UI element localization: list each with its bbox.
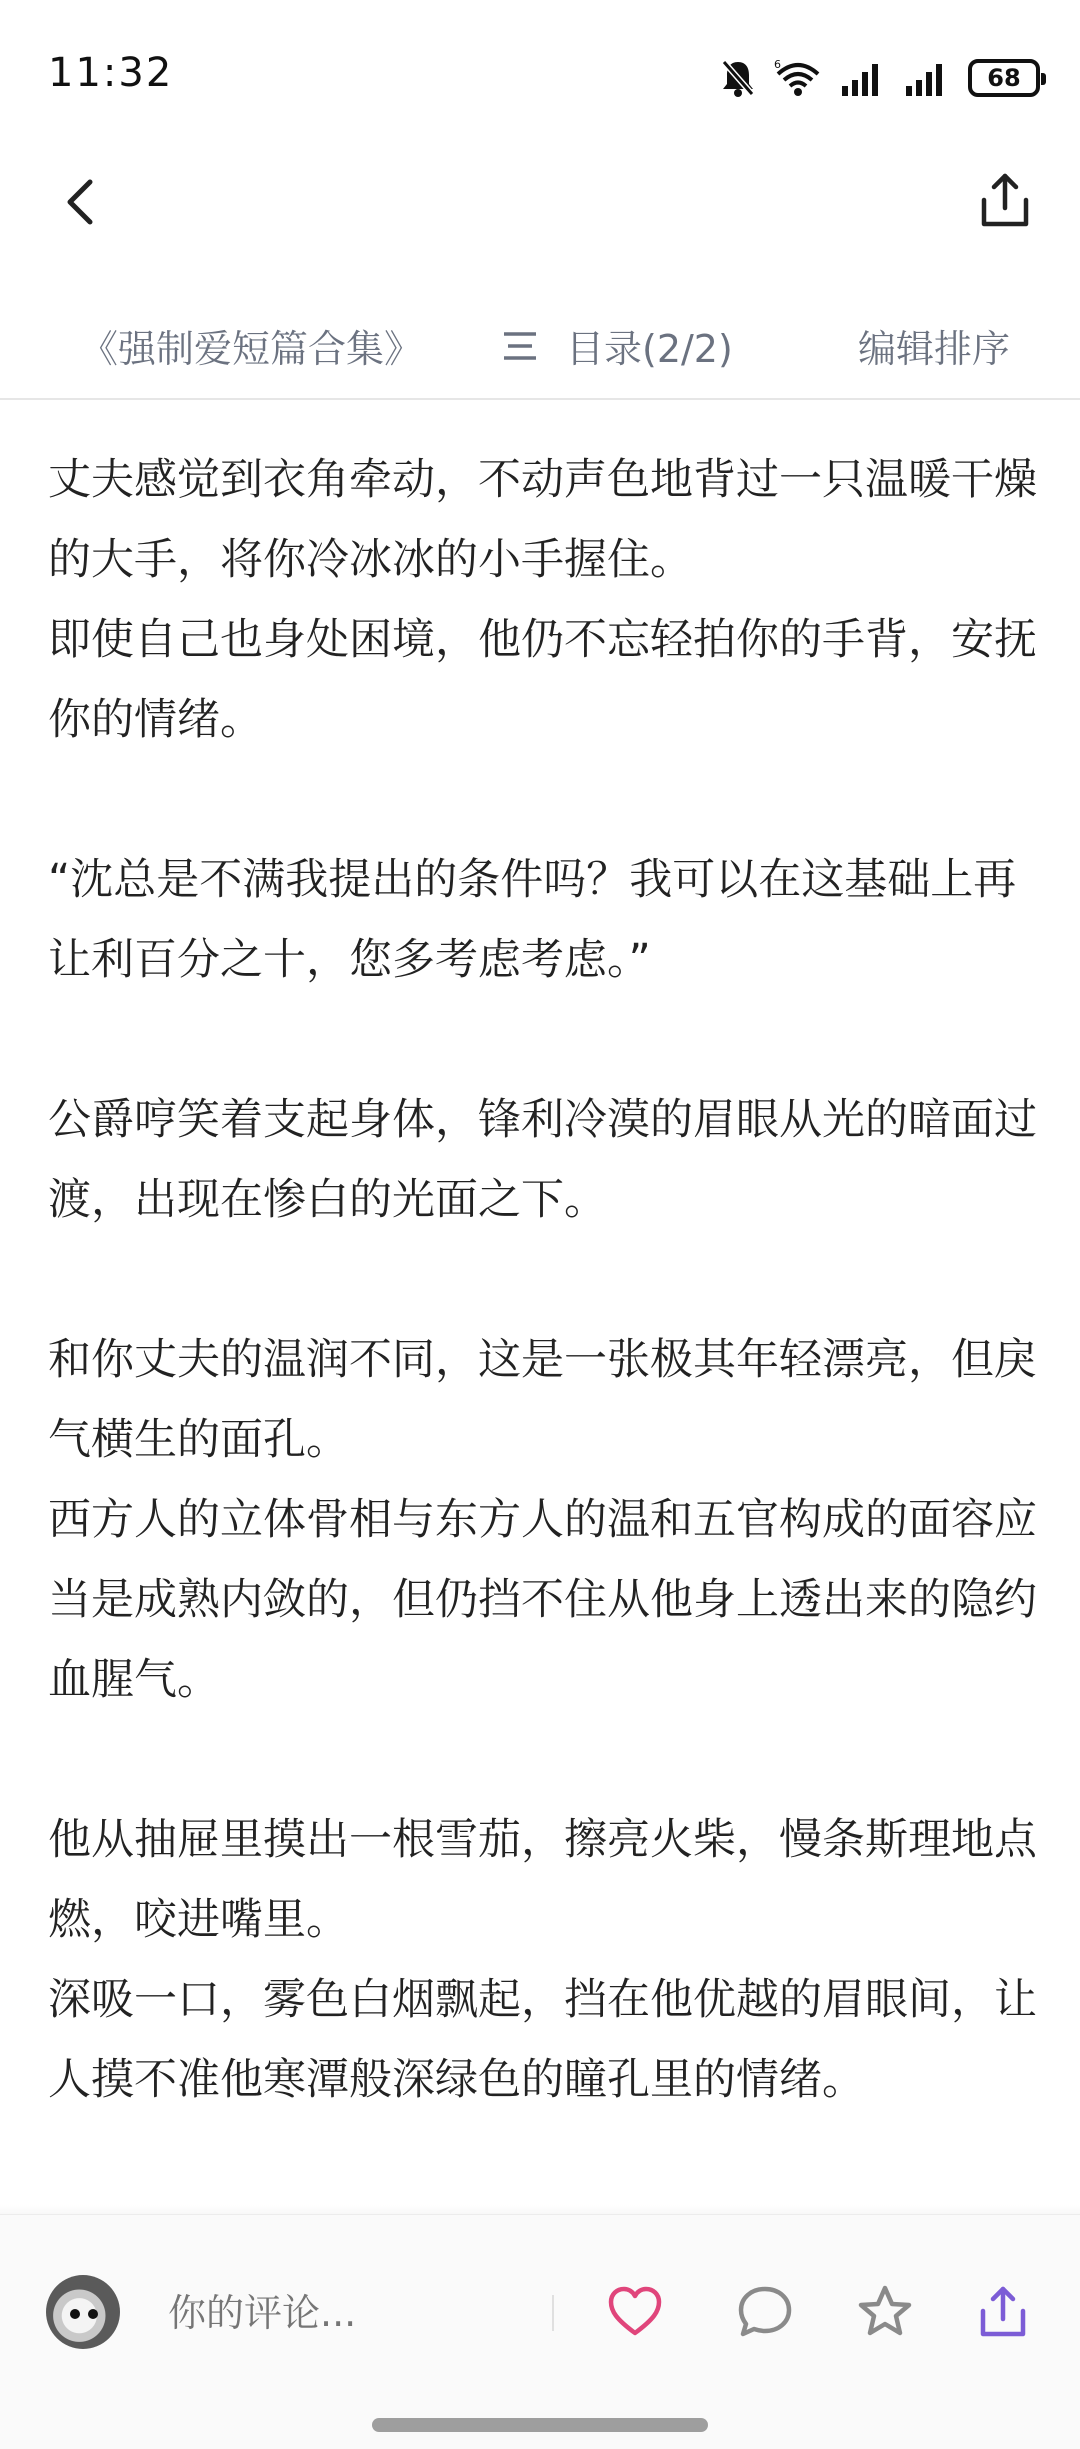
star-icon <box>856 2283 914 2341</box>
menu-icon <box>500 326 540 366</box>
paragraph: 和你丈夫的温润不同，这是一张极其年轻漂亮，但戾气横生的面孔。 <box>48 1335 1037 1465</box>
paragraph-gap <box>48 1000 1038 1080</box>
share-button-bottom[interactable] <box>974 2283 1032 2341</box>
signal-icon <box>904 60 950 96</box>
edit-sort-button[interactable]: 编辑排序 <box>857 327 1010 371</box>
paragraph-gap <box>48 1720 1038 1800</box>
status-icons <box>720 56 1040 100</box>
share-button[interactable] <box>974 170 1036 232</box>
toc-button[interactable] <box>500 318 733 373</box>
share-icon <box>974 170 1036 232</box>
battery-level: 68 <box>987 64 1021 92</box>
comment-bubble-icon <box>736 2283 794 2341</box>
back-button[interactable] <box>52 172 112 232</box>
avatar-eye <box>88 2309 98 2319</box>
paragraph-gap <box>48 760 1038 840</box>
home-indicator[interactable] <box>372 2418 708 2432</box>
wifi-icon <box>774 58 822 98</box>
avatar[interactable] <box>46 2275 120 2349</box>
comment-button[interactable] <box>736 2283 794 2341</box>
svg-text:6: 6 <box>774 58 781 71</box>
avatar-eye <box>70 2309 80 2319</box>
battery-icon <box>968 59 1040 97</box>
book-title[interactable]: 《强制爱短篇合集》 <box>80 327 423 371</box>
paragraph-gap <box>48 1240 1038 1320</box>
chapter-content <box>48 440 1038 2120</box>
status-time: 11:32 <box>48 50 174 96</box>
favorite-button[interactable] <box>856 2283 914 2341</box>
paragraph: 即使自己也身处困境，他仍不忘轻拍你的手背，安抚你的情绪。 <box>48 615 1037 745</box>
status-bar <box>0 0 1080 150</box>
paragraph: “沈总是不满我提出的条件吗？我可以在这基础上再让利百分之十，您多考虑考虑。” <box>48 855 1017 985</box>
toc-label: 目录(2/2) <box>566 327 733 371</box>
signal-icon <box>840 60 886 96</box>
divider <box>0 398 1080 400</box>
share-icon <box>974 2283 1032 2341</box>
paragraph: 公爵哼笑着支起身体，锋利冷漠的眉眼从光的暗面过渡，出现在惨白的光面之下。 <box>48 1095 1037 1225</box>
paragraph: 他从抽屉里摸出一根雪茄，擦亮火柴，慢条斯理地点燃，咬进嘴里。 <box>48 1815 1037 1945</box>
book-bar <box>0 290 1080 400</box>
heart-icon <box>606 2283 664 2341</box>
mute-bell-icon <box>720 58 756 98</box>
separator <box>552 2295 554 2331</box>
like-button[interactable] <box>606 2283 664 2341</box>
paragraph: 丈夫感觉到衣角牵动，不动声色地背过一只温暖干燥的大手，将你冷冰冰的小手握住。 <box>48 455 1037 585</box>
top-nav <box>0 150 1080 260</box>
paragraph: 西方人的立体骨相与东方人的温和五官构成的面容应当是成熟内敛的，但仍挡不住从他身上透出来的隐约血腥气。 <box>48 1495 1037 1705</box>
bottom-action-bar <box>0 2214 1080 2449</box>
comment-input[interactable] <box>168 2285 538 2341</box>
back-chevron-icon <box>52 172 112 232</box>
paragraph: 深吸一口，雾色白烟飘起，挡在他优越的眉眼间，让人摸不准他寒潭般深绿色的瞳孔里的情绪。 <box>48 1975 1037 2105</box>
